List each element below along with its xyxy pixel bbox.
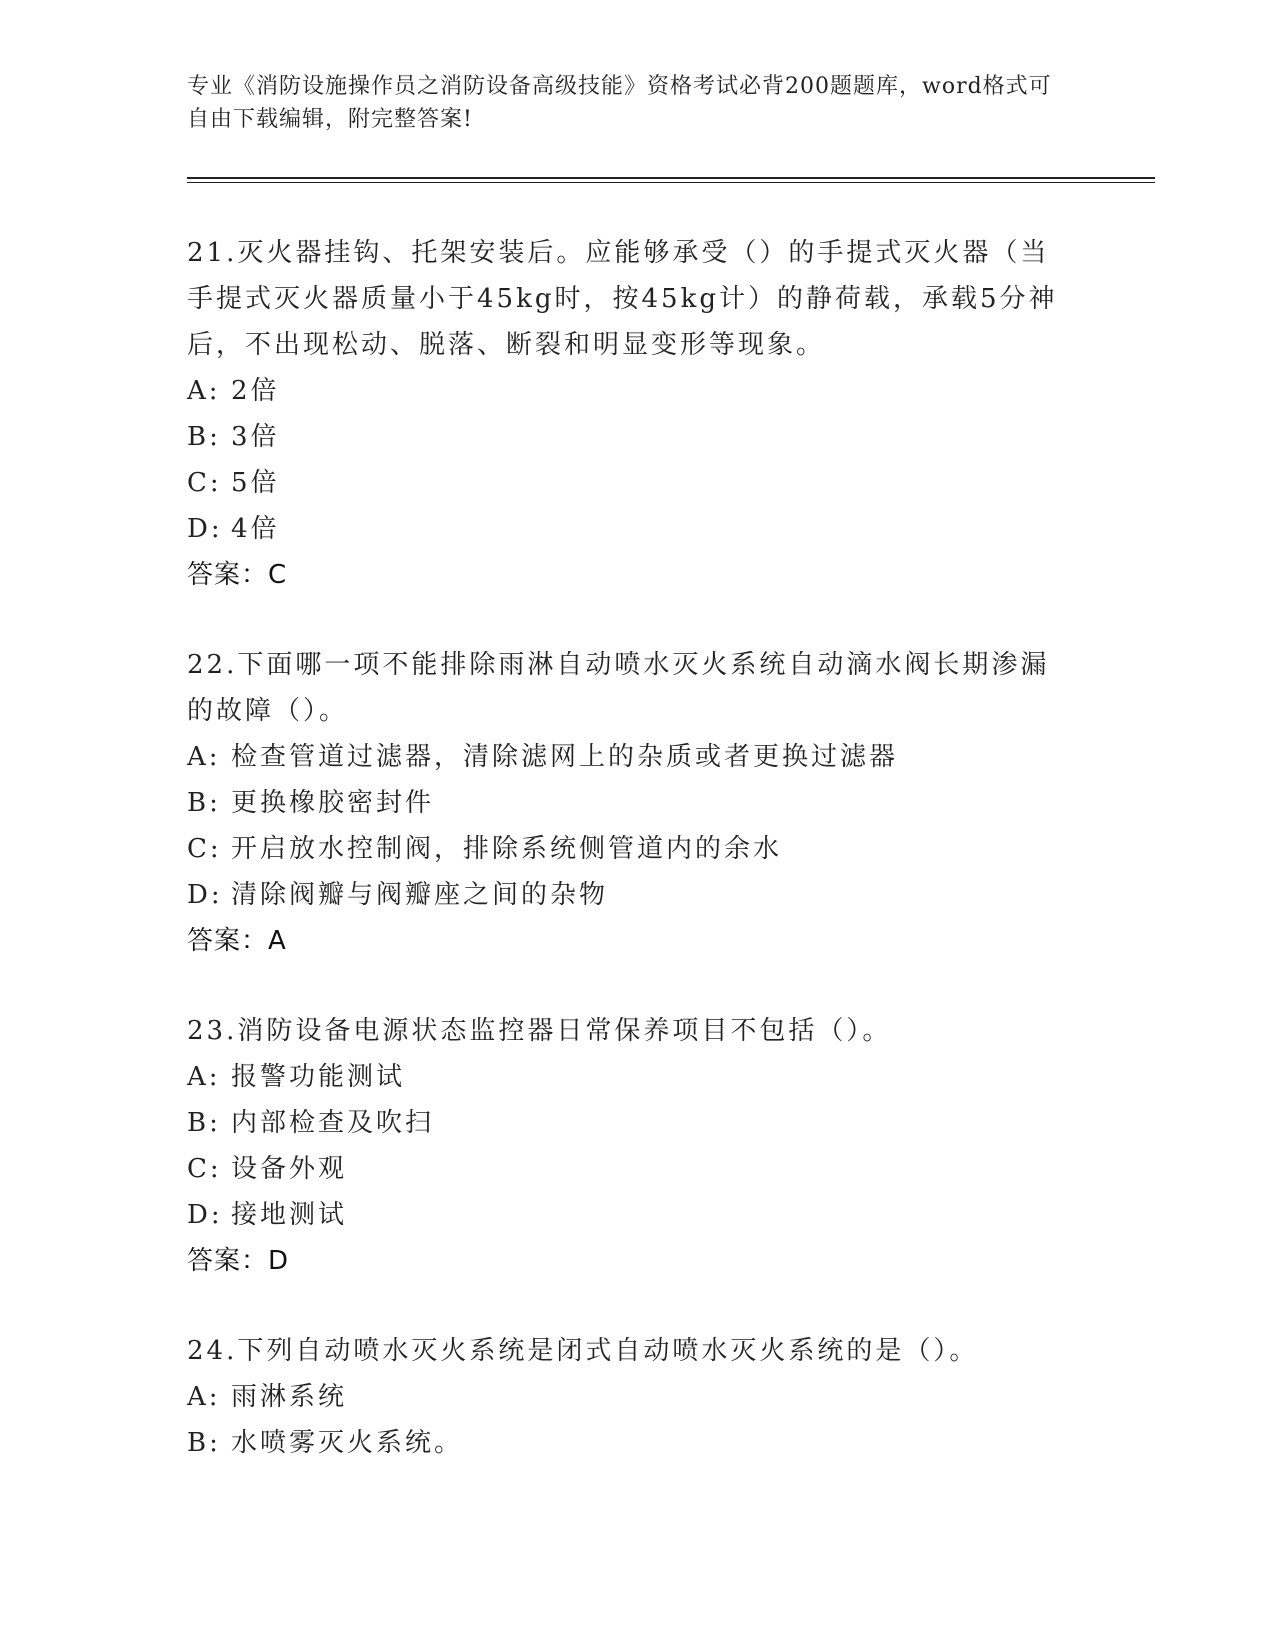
option-text: 开启放水控制阀，排除系统侧管道内的余水: [231, 834, 783, 864]
question-24: [187, 1328, 1077, 1466]
option-letter: D:: [187, 1200, 223, 1230]
option-letter: B:: [187, 422, 221, 452]
option-text: 水喷雾灭火系统。: [231, 1428, 464, 1458]
answer-label: 答案：D: [187, 1246, 290, 1276]
option-letter: A:: [187, 1382, 221, 1412]
option-a: [187, 734, 1077, 780]
answer-label: 答案：A: [187, 926, 287, 956]
option-c: [187, 826, 1077, 872]
question-list: [187, 230, 1077, 1510]
option-letter: D:: [187, 880, 223, 910]
option-text: 接地测试: [231, 1200, 348, 1230]
question-stem: 24.下列自动喷水灭火系统是闭式自动喷水灭火系统的是（）。: [187, 1336, 979, 1366]
option-letter: B:: [187, 1428, 221, 1458]
option-d: [187, 1192, 1077, 1238]
option-b: [187, 780, 1077, 826]
option-letter: B:: [187, 1108, 221, 1138]
option-letter: C:: [187, 468, 222, 498]
question-21: [187, 230, 1077, 598]
option-letter: A:: [187, 1062, 221, 1092]
option-text: 4倍: [231, 514, 280, 544]
option-d: [187, 506, 1077, 552]
answer-label: 答案：C: [187, 560, 288, 590]
header-divider: [187, 177, 1155, 179]
option-text: 检查管道过滤器，清除滤网上的杂质或者更换过滤器: [231, 742, 899, 772]
option-text: 雨淋系统: [231, 1382, 348, 1412]
option-letter: A:: [187, 376, 221, 406]
option-text: 内部检查及吹扫: [231, 1108, 435, 1138]
document-header: 专业《消防设施操作员之消防设备高级技能》资格考试必背200题题库，word格式可自由下载编辑，附完整答案!: [187, 74, 1052, 132]
question-stem: 22.下面哪一项不能排除雨淋自动喷水灭火系统自动滴水阀长期渗漏的故障（）。: [187, 650, 1050, 726]
option-text: 2倍: [231, 376, 280, 406]
option-letter: C:: [187, 1154, 222, 1184]
option-text: 清除阀瓣与阀瓣座之间的杂物: [231, 880, 609, 910]
option-a: [187, 1374, 1077, 1420]
option-text: 报警功能测试: [231, 1062, 406, 1092]
option-letter: B:: [187, 788, 221, 818]
header-divider-thin: [187, 182, 1155, 183]
option-letter: D:: [187, 514, 223, 544]
question-23: [187, 1008, 1077, 1284]
option-text: 设备外观: [231, 1154, 348, 1184]
option-b: [187, 1100, 1077, 1146]
option-text: 更换橡胶密封件: [231, 788, 435, 818]
option-b: [187, 1420, 1077, 1466]
question-stem: 23.消防设备电源状态监控器日常保养项目不包括（）。: [187, 1016, 892, 1046]
option-letter: A:: [187, 742, 221, 772]
question-22: [187, 642, 1077, 964]
option-a: [187, 1054, 1077, 1100]
option-a: [187, 368, 1077, 414]
option-b: [187, 414, 1077, 460]
option-text: 3倍: [231, 422, 280, 452]
option-c: [187, 1146, 1077, 1192]
option-text: 5倍: [231, 468, 280, 498]
option-c: [187, 460, 1077, 506]
question-stem: 21.灭火器挂钩、托架安装后。应能够承受（）的手提式灭火器（当手提式灭火器质量小于45kg时，按45kg计）的静荷载，承载5分神后，不出现松动、脱落、断裂和明显变形等现象。: [187, 238, 1058, 360]
option-letter: C:: [187, 834, 222, 864]
option-d: [187, 872, 1077, 918]
